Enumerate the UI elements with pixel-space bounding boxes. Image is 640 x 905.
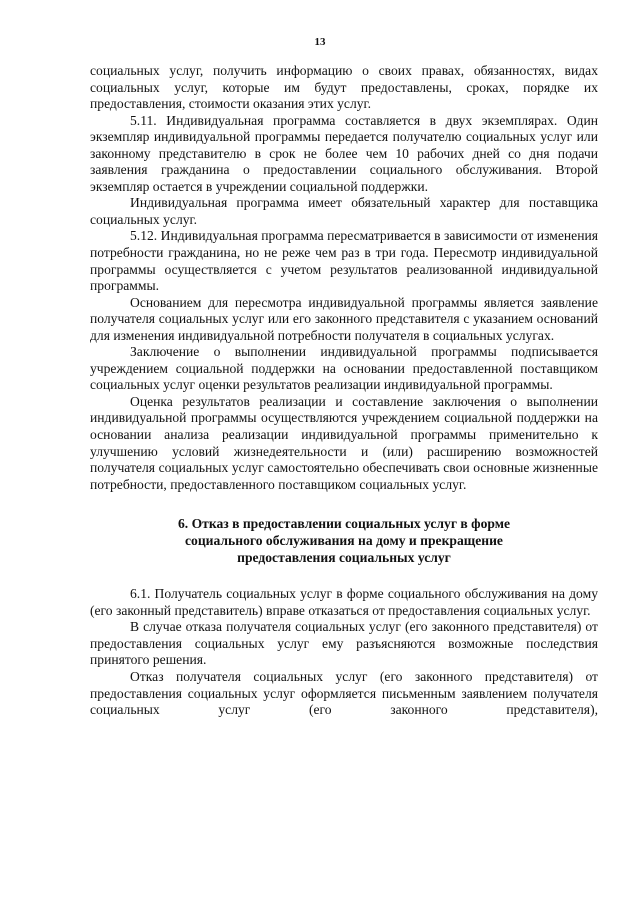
paragraph-revision-grounds: Основанием для пересмотра индивидуальной программы является заявление получателя социальных услуг или его законного представителя с указанием оснований для изменения индивидуальной потребности получателя в социальных услугах. (90, 294, 598, 343)
paragraph-refusal-consequences: В случае отказа получателя социальных услуг (его законного представителя) от предоставления социальных услуг ему разъясняются возможные последствия принятого решения. (90, 619, 598, 668)
section-heading (90, 515, 598, 566)
paragraph-6-1: 6.1. Получатель социальных услуг в форме социального обслуживания на дому (его законный представитель) вправе отказаться от предоставления социальных услуг. (90, 586, 598, 618)
section-heading-line: предоставления социальных услуг (237, 550, 451, 566)
paragraph-refusal-form: Отказ получателя социальных услуг (его законного представителя) от предоставления социальных услуг оформляется письменным заявлением получателя социальных услуг (его законного представителя), (90, 668, 598, 718)
paragraph-continuation: социальных услуг, получить информацию о своих правах, обязанностях, видах социальных услуг, которые им будут предоставлены, сроках, порядке их предоставления, стоимости оказания этих услуг. (90, 63, 598, 112)
paragraph-conclusion: Заключение о выполнении индивидуальной программы подписывается учреждением социальной поддержки на основании предоставленной поставщиком социальных услуг оценки результатов реализации индивидуальной программы. (90, 344, 598, 393)
page-number: 13 (314, 36, 326, 48)
paragraph-5-11: 5.11. Индивидуальная программа составляется в двух экземплярах. Один экземпляр индивидуальной программы передается получателю социальных услуг или законному представителю в срок не более чем 10 рабочих дней со дня подачи заявления гражданина о предоставлении социального обслуживания. Второй экземпляр остается в учреждении социальной поддержки. (90, 112, 598, 194)
document-body (90, 63, 598, 719)
paragraph-evaluation: Оценка результатов реализации и составление заключения о выполнении индивидуальной программы осуществляются учреждением социальной поддержки на основании анализа реализации индивидуальной программы применительно к улучшению условий жизнедеятельности и (или) расширению возможностей получателя социальных услуг самостоятельно обеспечивать свои основные жизненные потребности, предоставленного поставщиком социальных услуг. (90, 393, 598, 492)
paragraph-program-obligatory: Индивидуальная программа имеет обязательный характер для поставщика социальных услуг. (90, 195, 598, 227)
section-heading-line: социального обслуживания на дому и прекращение (185, 533, 503, 549)
paragraph-5-12: 5.12. Индивидуальная программа пересматривается в зависимости от изменения потребности гражданина, но не реже чем раз в три года. Пересмотр индивидуальной программы осуществляется с учетом результатов реализованной индивидуальной программы. (90, 228, 598, 294)
section-heading-line: 6. Отказ в предоставлении социальных услуг в форме (177, 516, 511, 532)
